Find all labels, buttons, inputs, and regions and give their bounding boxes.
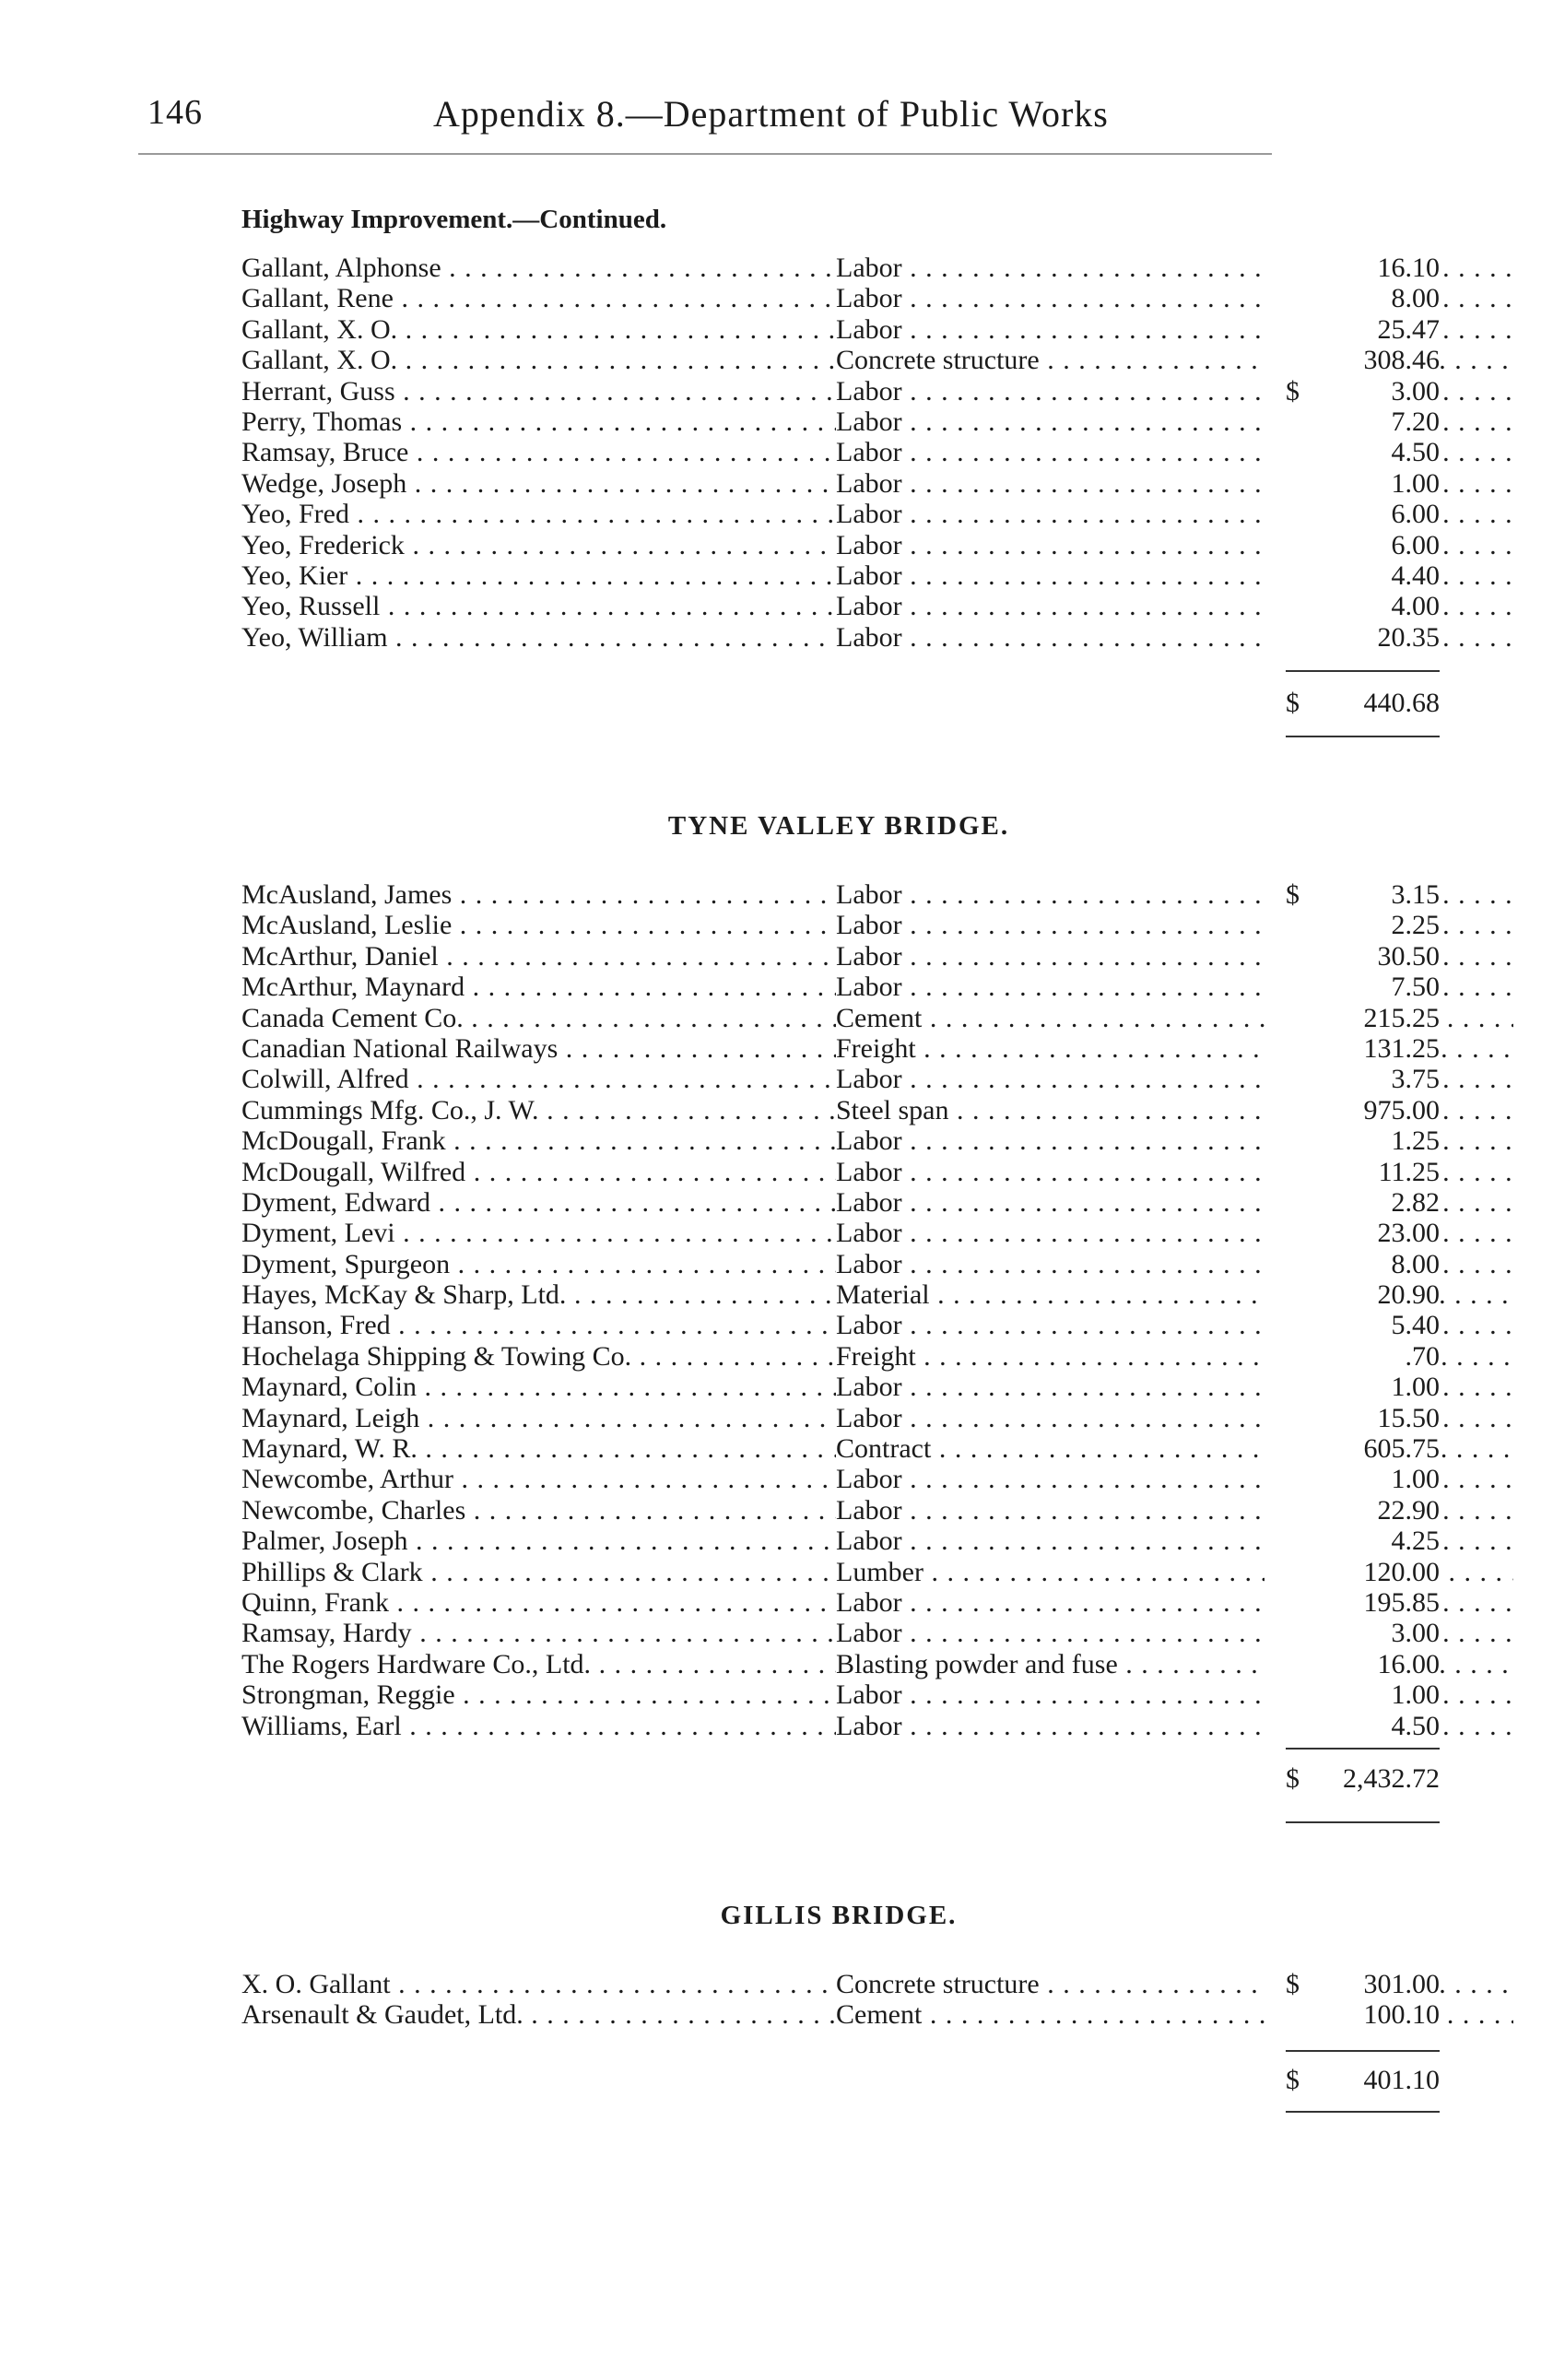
amount: .70 xyxy=(1320,1341,1440,1372)
expense-description: Concrete structure . . . xyxy=(836,345,1513,375)
expense-description: Blasting powder and fuse . . . xyxy=(836,1649,1513,1679)
total-currency: $ xyxy=(1286,1763,1313,1795)
ledger-row xyxy=(241,1279,1440,1310)
amount: 3.15 xyxy=(1320,879,1440,910)
currency-symbol: $ xyxy=(1286,1969,1313,1999)
payee-name: Strongman, Reggie . . . xyxy=(241,1679,836,1710)
payee-name: The Rogers Hardware Co., Ltd. . . . xyxy=(241,1649,836,1679)
expense-description: Labor . . . xyxy=(836,1157,1513,1187)
expense-description: Labor . . . xyxy=(836,406,1513,437)
section-heading-tyne-valley: TYNE VALLEY BRIDGE. xyxy=(667,811,1010,841)
expense-description: Labor . . . xyxy=(836,1218,1513,1248)
ledger-row xyxy=(241,1587,1440,1618)
payee-name: Gallant, Alphonse . . . xyxy=(241,253,836,283)
expense-description: Labor . . . xyxy=(836,591,1513,621)
amount: 25.47 xyxy=(1320,314,1440,345)
ledger-row xyxy=(241,1557,1440,1587)
ledger-row xyxy=(241,1649,1440,1679)
amount: 605.75 xyxy=(1320,1433,1440,1464)
amount: 1.00 xyxy=(1320,468,1440,499)
amount: 301.00 xyxy=(1320,1969,1440,1999)
expense-description: Cement . . . xyxy=(836,1999,1513,2030)
payee-name: Gallant, X. O. . . . xyxy=(241,314,836,345)
expense-description: Labor . . . xyxy=(836,1526,1513,1556)
expense-description: Labor . . . xyxy=(836,1125,1513,1156)
payee-name: McAusland, Leslie . . . xyxy=(241,910,836,940)
amount: 16.10 xyxy=(1320,253,1440,283)
ledger-row xyxy=(241,1125,1440,1156)
expense-description: Steel span . . . xyxy=(836,1095,1513,1125)
total-currency: $ xyxy=(1286,2065,1313,2096)
ledger-row xyxy=(241,1618,1440,1648)
amount: 6.00 xyxy=(1320,530,1440,560)
ledger-row xyxy=(241,1064,1440,1094)
amount: 195.85 xyxy=(1320,1587,1440,1618)
payee-name: Hochelaga Shipping & Towing Co. . . . xyxy=(241,1341,836,1372)
payee-name: Arsenault & Gaudet, Ltd. . . . xyxy=(241,1999,836,2030)
payee-name: Hanson, Fred . . . xyxy=(241,1310,836,1340)
payee-name: Herrant, Guss . . . xyxy=(241,376,836,406)
amount: 2.25 xyxy=(1320,910,1440,940)
amount: 215.25 xyxy=(1320,1003,1440,1033)
amount: 4.00 xyxy=(1320,591,1440,621)
payee-name: Dyment, Edward . . . xyxy=(241,1187,836,1218)
expense-description: Labor . . . xyxy=(836,314,1513,345)
amount: 16.00 xyxy=(1320,1649,1440,1679)
payee-name: Perry, Thomas . . . xyxy=(241,406,836,437)
ledger-row xyxy=(241,1969,1440,1999)
expense-description: Labor . . . xyxy=(836,1587,1513,1618)
amount: 8.00 xyxy=(1320,1249,1440,1279)
payee-name: Dyment, Spurgeon . . . xyxy=(241,1249,836,1279)
ledger-row xyxy=(241,1495,1440,1526)
expense-description: Freight . . . xyxy=(836,1033,1513,1064)
expense-description: Labor . . . xyxy=(836,1187,1513,1218)
payee-name: Colwill, Alfred . . . xyxy=(241,1064,836,1094)
payee-name: McDougall, Frank . . . xyxy=(241,1125,836,1156)
ledger-row xyxy=(241,437,1440,467)
expense-description: Labor . . . xyxy=(836,253,1513,283)
payee-name: Ramsay, Hardy . . . xyxy=(241,1618,836,1648)
ledger-row xyxy=(241,499,1440,529)
expense-description: Labor . . . xyxy=(836,1679,1513,1710)
amount: 22.90 xyxy=(1320,1495,1440,1526)
ledger-row xyxy=(241,1433,1440,1464)
amount: 20.90 xyxy=(1320,1279,1440,1310)
payee-name: Yeo, Frederick . . . xyxy=(241,530,836,560)
ledger-row xyxy=(241,1157,1440,1187)
payee-name: X. O. Gallant . . . xyxy=(241,1969,836,1999)
amount: 1.00 xyxy=(1320,1372,1440,1402)
expense-description: Labor . . . xyxy=(836,1310,1513,1340)
amount: 8.00 xyxy=(1320,283,1440,313)
expense-description: Labor . . . xyxy=(836,499,1513,529)
page-header xyxy=(147,92,1253,147)
expense-description: Contract . . . xyxy=(836,1433,1513,1464)
total-amount: 440.68 xyxy=(1320,688,1440,719)
total-rule-gillis-under xyxy=(1286,2111,1440,2113)
expense-description: Labor . . . xyxy=(836,376,1513,406)
payee-name: McArthur, Maynard . . . xyxy=(241,972,836,1002)
expense-description: Labor . . . xyxy=(836,437,1513,467)
amount: 3.00 xyxy=(1320,1618,1440,1648)
ledger-row xyxy=(241,1310,1440,1340)
amount: 975.00 xyxy=(1320,1095,1440,1125)
ledger-highway xyxy=(241,253,1440,653)
expense-description: Labor . . . xyxy=(836,1403,1513,1433)
payee-name: Hayes, McKay & Sharp, Ltd. . . . xyxy=(241,1279,836,1310)
expense-description: Labor . . . xyxy=(836,1064,1513,1094)
amount: 6.00 xyxy=(1320,499,1440,529)
expense-description: Labor . . . xyxy=(836,910,1513,940)
currency-symbol: $ xyxy=(1286,376,1313,406)
ledger-row xyxy=(241,1526,1440,1556)
total-row-tyne-valley xyxy=(241,1763,1440,1795)
payee-name: Maynard, W. R. . . . xyxy=(241,1433,836,1464)
expense-description: Labor . . . xyxy=(836,972,1513,1002)
payee-name: McArthur, Daniel . . . xyxy=(241,941,836,972)
amount: 7.20 xyxy=(1320,406,1440,437)
payee-name: Canadian National Railways . . . xyxy=(241,1033,836,1064)
payee-name: Gallant, X. O. . . . xyxy=(241,345,836,375)
expense-description: Labor . . . xyxy=(836,941,1513,972)
total-row-gillis xyxy=(241,2065,1440,2096)
expense-description: Labor . . . xyxy=(836,530,1513,560)
section-label-highway: Highway Improvement.—Continued. xyxy=(241,205,667,234)
expense-description: Freight . . . xyxy=(836,1341,1513,1372)
payee-name: Maynard, Leigh . . . xyxy=(241,1403,836,1433)
ledger-gillis xyxy=(241,1969,1440,2031)
header-rule xyxy=(138,153,1272,155)
ledger-row xyxy=(241,314,1440,345)
ledger-row xyxy=(241,1711,1440,1741)
ledger-row xyxy=(241,1999,1440,2030)
amount: 20.35 xyxy=(1320,622,1440,653)
expense-description: Labor . . . xyxy=(836,622,1513,653)
amount: 4.50 xyxy=(1320,1711,1440,1741)
amount: 308.46 xyxy=(1320,345,1440,375)
expense-description: Concrete structure . . . xyxy=(836,1969,1513,1999)
total-rule-tyne-valley-under xyxy=(1286,1821,1440,1823)
expense-description: Labor . . . xyxy=(836,1495,1513,1526)
payee-name: McAusland, James . . . xyxy=(241,879,836,910)
total-rule-gillis xyxy=(1286,2050,1440,2052)
ledger-row xyxy=(241,1679,1440,1710)
payee-name: Canada Cement Co. . . . xyxy=(241,1003,836,1033)
amount: 3.75 xyxy=(1320,1064,1440,1094)
expense-description: Labor . . . xyxy=(836,1618,1513,1648)
ledger-row xyxy=(241,622,1440,653)
amount: 15.50 xyxy=(1320,1403,1440,1433)
total-amount: 401.10 xyxy=(1320,2065,1440,2096)
payee-name: Cummings Mfg. Co., J. W. . . . xyxy=(241,1095,836,1125)
ledger-row xyxy=(241,406,1440,437)
expense-description: Labor . . . xyxy=(836,468,1513,499)
amount: 4.25 xyxy=(1320,1526,1440,1556)
ledger-row xyxy=(241,376,1440,406)
amount: 30.50 xyxy=(1320,941,1440,972)
ledger-row xyxy=(241,879,1440,910)
ledger-row xyxy=(241,468,1440,499)
ledger-row xyxy=(241,253,1440,283)
amount: 120.00 xyxy=(1320,1557,1440,1587)
expense-description: Labor . . . xyxy=(836,1249,1513,1279)
expense-description: Labor . . . xyxy=(836,879,1513,910)
payee-name: Ramsay, Bruce . . . xyxy=(241,437,836,467)
expense-description: Labor . . . xyxy=(836,560,1513,591)
total-rule-highway-under xyxy=(1286,736,1440,737)
ledger-row xyxy=(241,972,1440,1002)
expense-description: Labor . . . xyxy=(836,1711,1513,1741)
page-number: 146 xyxy=(147,93,203,132)
ledger-row xyxy=(241,1464,1440,1494)
payee-name: Maynard, Colin . . . xyxy=(241,1372,836,1402)
payee-name: Wedge, Joseph . . . xyxy=(241,468,836,499)
expense-description: Labor . . . xyxy=(836,1372,1513,1402)
payee-name: Yeo, Russell . . . xyxy=(241,591,836,621)
payee-name: Dyment, Levi . . . xyxy=(241,1218,836,1248)
amount: 100.10 xyxy=(1320,1999,1440,2030)
total-currency: $ xyxy=(1286,688,1313,719)
payee-name: Newcombe, Charles . . . xyxy=(241,1495,836,1526)
total-rule-highway xyxy=(1286,670,1440,672)
amount: 131.25 xyxy=(1320,1033,1440,1064)
ledger-row xyxy=(241,530,1440,560)
total-amount: 2,432.72 xyxy=(1320,1763,1440,1795)
ledger-row xyxy=(241,941,1440,972)
ledger-row xyxy=(241,283,1440,313)
section-heading-gillis: GILLIS BRIDGE. xyxy=(720,1901,958,1930)
amount: 3.00 xyxy=(1320,376,1440,406)
expense-description: Labor . . . xyxy=(836,1464,1513,1494)
amount: 4.40 xyxy=(1320,560,1440,591)
ledger-row xyxy=(241,1218,1440,1248)
payee-name: Palmer, Joseph . . . xyxy=(241,1526,836,1556)
ledger-row xyxy=(241,560,1440,591)
payee-name: Yeo, William . . . xyxy=(241,622,836,653)
ledger-row xyxy=(241,1249,1440,1279)
amount: 1.00 xyxy=(1320,1464,1440,1494)
expense-description: Cement . . . xyxy=(836,1003,1513,1033)
payee-name: Yeo, Kier . . . xyxy=(241,560,836,591)
amount: 1.25 xyxy=(1320,1125,1440,1156)
ledger-row xyxy=(241,1033,1440,1064)
payee-name: Williams, Earl . . . xyxy=(241,1711,836,1741)
expense-description: Lumber . . . xyxy=(836,1557,1513,1587)
payee-name: Gallant, Rene . . . xyxy=(241,283,836,313)
ledger-row xyxy=(241,1403,1440,1433)
ledger-row xyxy=(241,1341,1440,1372)
total-row-highway xyxy=(241,688,1440,719)
ledger-row xyxy=(241,591,1440,621)
amount: 5.40 xyxy=(1320,1310,1440,1340)
ledger-tyne-valley xyxy=(241,879,1440,1741)
amount: 4.50 xyxy=(1320,437,1440,467)
currency-symbol: $ xyxy=(1286,879,1313,910)
expense-description: Labor . . . xyxy=(836,283,1513,313)
ledger-row xyxy=(241,1372,1440,1402)
ledger-row xyxy=(241,345,1440,375)
ledger-row xyxy=(241,910,1440,940)
total-rule-tyne-valley xyxy=(1286,1748,1440,1750)
amount: 11.25 xyxy=(1320,1157,1440,1187)
payee-name: McDougall, Wilfred . . . xyxy=(241,1157,836,1187)
ledger-row xyxy=(241,1095,1440,1125)
amount: 2.82 xyxy=(1320,1187,1440,1218)
amount: 23.00 xyxy=(1320,1218,1440,1248)
running-title: Appendix 8.—Department of Public Works xyxy=(433,93,1109,135)
ledger-row xyxy=(241,1003,1440,1033)
amount: 7.50 xyxy=(1320,972,1440,1002)
payee-name: Phillips & Clark . . . xyxy=(241,1557,836,1587)
payee-name: Quinn, Frank . . . xyxy=(241,1587,836,1618)
amount: 1.00 xyxy=(1320,1679,1440,1710)
payee-name: Yeo, Fred . . . xyxy=(241,499,836,529)
payee-name: Newcombe, Arthur . . . xyxy=(241,1464,836,1494)
ledger-row xyxy=(241,1187,1440,1218)
expense-description: Material . . . xyxy=(836,1279,1513,1310)
